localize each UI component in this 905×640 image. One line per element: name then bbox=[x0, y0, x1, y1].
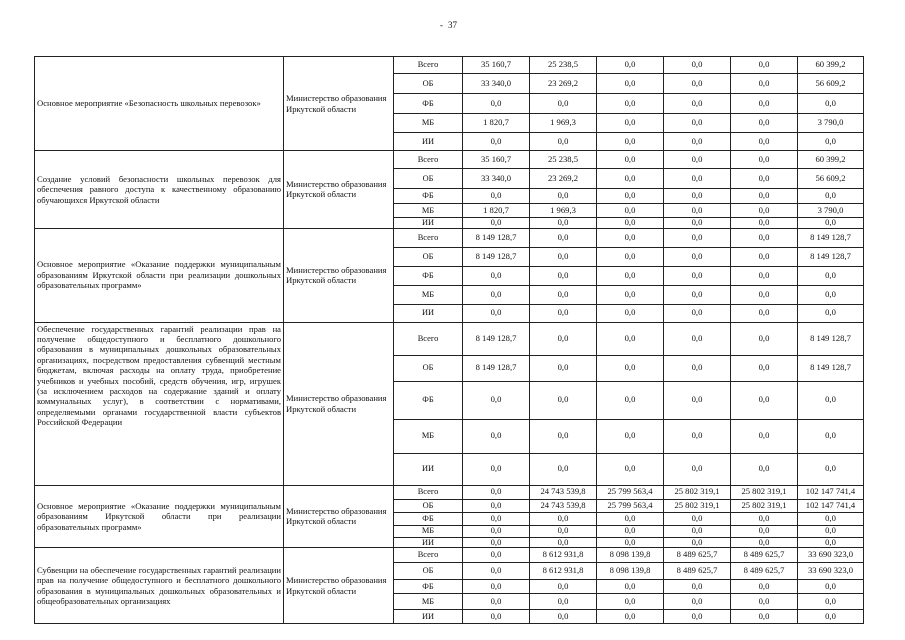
table-row bbox=[35, 322, 864, 355]
amount-cell: 0,0 bbox=[731, 74, 798, 94]
amount-cell: 0,0 bbox=[463, 610, 530, 624]
amount-cell: 0,0 bbox=[731, 537, 798, 548]
responsible-org: Министерство образования Иркутской области bbox=[284, 322, 394, 485]
amount-cell: 0,0 bbox=[530, 189, 597, 204]
funding-source: ФБ bbox=[394, 94, 463, 114]
funding-source: ИИ bbox=[394, 133, 463, 151]
amount-cell: 0,0 bbox=[664, 57, 731, 74]
funding-source: ИИ bbox=[394, 304, 463, 322]
total-cell: 56 609,2 bbox=[798, 169, 864, 189]
amount-cell: 8 098 139,8 bbox=[597, 563, 664, 580]
funding-source: Всего bbox=[394, 485, 463, 499]
amount-cell: 25 802 319,1 bbox=[731, 485, 798, 499]
activity-name: Субвенции на обеспечение государственных гарантий реализации прав на получение общедоступного и бесплатного дошкольного образования в муниципальных дошкольных образовательных и общеобразовательных организациях bbox=[35, 548, 284, 624]
amount-cell: 8 489 625,7 bbox=[731, 563, 798, 580]
funding-source: Всего bbox=[394, 322, 463, 355]
amount-cell: 0,0 bbox=[597, 57, 664, 74]
amount-cell: 0,0 bbox=[597, 594, 664, 610]
amount-cell: 0,0 bbox=[530, 218, 597, 229]
funding-source: ИИ bbox=[394, 610, 463, 624]
amount-cell: 0,0 bbox=[731, 322, 798, 355]
funding-source: ОБ bbox=[394, 355, 463, 381]
activity-name: Основное мероприятие «Безопасность школьных перевозок» bbox=[35, 57, 284, 151]
table-row bbox=[35, 485, 864, 499]
amount-cell: 0,0 bbox=[597, 381, 664, 419]
amount-cell: 8 612 931,8 bbox=[530, 563, 597, 580]
amount-cell: 0,0 bbox=[530, 355, 597, 381]
amount-cell: 0,0 bbox=[731, 285, 798, 304]
total-cell: 0,0 bbox=[798, 94, 864, 114]
amount-cell: 0,0 bbox=[731, 419, 798, 453]
amount-cell: 0,0 bbox=[731, 57, 798, 74]
amount-cell: 0,0 bbox=[530, 525, 597, 537]
amount-cell: 25 799 563,4 bbox=[597, 499, 664, 512]
amount-cell: 0,0 bbox=[731, 228, 798, 247]
amount-cell: 0,0 bbox=[664, 247, 731, 266]
table-row bbox=[35, 228, 864, 247]
funding-source: ФБ bbox=[394, 580, 463, 594]
amount-cell: 0,0 bbox=[664, 453, 731, 485]
amount-cell: 0,0 bbox=[597, 304, 664, 322]
funding-source: ОБ bbox=[394, 247, 463, 266]
amount-cell: 1 820,7 bbox=[463, 204, 530, 218]
budget-table-body bbox=[35, 57, 864, 624]
funding-source: МБ bbox=[394, 285, 463, 304]
amount-cell: 8 489 625,7 bbox=[731, 548, 798, 563]
amount-cell: 0,0 bbox=[731, 610, 798, 624]
amount-cell: 25 802 319,1 bbox=[731, 499, 798, 512]
total-cell: 0,0 bbox=[798, 610, 864, 624]
budget-table bbox=[34, 56, 864, 624]
amount-cell: 0,0 bbox=[530, 285, 597, 304]
amount-cell: 0,0 bbox=[530, 304, 597, 322]
activity-name: Основное мероприятие «Оказание поддержки муниципальным образованиям Иркутской области при реализации образовательных программ» bbox=[35, 485, 284, 548]
amount-cell: 1 969,3 bbox=[530, 204, 597, 218]
amount-cell: 0,0 bbox=[664, 133, 731, 151]
amount-cell: 24 743 539,8 bbox=[530, 499, 597, 512]
table-row bbox=[35, 548, 864, 563]
amount-cell: 0,0 bbox=[597, 74, 664, 94]
total-cell: 102 147 741,4 bbox=[798, 485, 864, 499]
amount-cell: 0,0 bbox=[463, 453, 530, 485]
amount-cell: 0,0 bbox=[597, 151, 664, 169]
amount-cell: 0,0 bbox=[597, 512, 664, 525]
total-cell: 0,0 bbox=[798, 580, 864, 594]
amount-cell: 0,0 bbox=[597, 580, 664, 594]
amount-cell: 35 160,7 bbox=[463, 57, 530, 74]
funding-source: ФБ bbox=[394, 512, 463, 525]
amount-cell: 0,0 bbox=[597, 204, 664, 218]
amount-cell: 0,0 bbox=[463, 512, 530, 525]
amount-cell: 0,0 bbox=[731, 525, 798, 537]
funding-source: ФБ bbox=[394, 381, 463, 419]
amount-cell: 8 489 625,7 bbox=[664, 563, 731, 580]
amount-cell: 0,0 bbox=[530, 322, 597, 355]
page-number bbox=[440, 20, 457, 30]
amount-cell: 0,0 bbox=[731, 247, 798, 266]
amount-cell: 0,0 bbox=[597, 525, 664, 537]
funding-source: ОБ bbox=[394, 74, 463, 94]
amount-cell: 0,0 bbox=[463, 381, 530, 419]
amount-cell: 8 149 128,7 bbox=[463, 355, 530, 381]
total-cell: 60 399,2 bbox=[798, 57, 864, 74]
funding-source: Всего bbox=[394, 57, 463, 74]
amount-cell: 0,0 bbox=[463, 548, 530, 563]
funding-source: ИИ bbox=[394, 218, 463, 229]
amount-cell: 0,0 bbox=[597, 114, 664, 133]
total-cell: 60 399,2 bbox=[798, 151, 864, 169]
amount-cell: 1 969,3 bbox=[530, 114, 597, 133]
amount-cell: 0,0 bbox=[664, 304, 731, 322]
activity-name: Основное мероприятие «Оказание поддержки муниципальным образованиям Иркутской области при реализации дошкольных образовательных программ» bbox=[35, 228, 284, 322]
amount-cell: 0,0 bbox=[597, 266, 664, 285]
funding-source: Всего bbox=[394, 228, 463, 247]
amount-cell: 0,0 bbox=[530, 610, 597, 624]
amount-cell: 0,0 bbox=[731, 266, 798, 285]
amount-cell: 0,0 bbox=[597, 419, 664, 453]
funding-source: МБ bbox=[394, 114, 463, 133]
amount-cell: 0,0 bbox=[597, 94, 664, 114]
amount-cell: 0,0 bbox=[463, 285, 530, 304]
funding-source: ОБ bbox=[394, 563, 463, 580]
amount-cell: 0,0 bbox=[597, 355, 664, 381]
responsible-org: Министерство образования Иркутской области bbox=[284, 548, 394, 624]
activity-name: Обеспечение государственных гарантий реализации прав на получение общедоступного и бесплатного дошкольного образования в муниципальных дошкольных образовательных организациях, посредством предоставления субвенций местным бюджетам, включая расходы на оплату труда, приобретение учебников и учебных пособий, средств обучения, игр, игрушек (за исключением расходов на содержание зданий и оплату коммунальных услуг), в соответствии с нормативами, определяемыми органами государственной власти субъектов Российской Федерации bbox=[35, 322, 284, 485]
page-number-value: 37 bbox=[448, 20, 457, 30]
amount-cell: 0,0 bbox=[664, 266, 731, 285]
amount-cell: 0,0 bbox=[597, 247, 664, 266]
funding-source: Всего bbox=[394, 151, 463, 169]
amount-cell: 0,0 bbox=[463, 594, 530, 610]
amount-cell: 1 820,7 bbox=[463, 114, 530, 133]
responsible-org: Министерство образования Иркутской области bbox=[284, 151, 394, 229]
amount-cell: 25 802 319,1 bbox=[664, 499, 731, 512]
amount-cell: 0,0 bbox=[597, 133, 664, 151]
total-cell: 0,0 bbox=[798, 381, 864, 419]
amount-cell: 0,0 bbox=[664, 218, 731, 229]
amount-cell: 0,0 bbox=[530, 381, 597, 419]
amount-cell: 0,0 bbox=[731, 453, 798, 485]
amount-cell: 0,0 bbox=[530, 247, 597, 266]
amount-cell: 8 612 931,8 bbox=[530, 548, 597, 563]
amount-cell: 0,0 bbox=[463, 525, 530, 537]
amount-cell: 0,0 bbox=[664, 610, 731, 624]
table-row bbox=[35, 151, 864, 169]
total-cell: 3 790,0 bbox=[798, 114, 864, 133]
amount-cell: 0,0 bbox=[664, 151, 731, 169]
amount-cell: 0,0 bbox=[463, 218, 530, 229]
table-row bbox=[35, 57, 864, 74]
amount-cell: 0,0 bbox=[597, 189, 664, 204]
total-cell: 0,0 bbox=[798, 218, 864, 229]
amount-cell: 0,0 bbox=[664, 228, 731, 247]
responsible-org: Министерство образования Иркутской области bbox=[284, 57, 394, 151]
amount-cell: 0,0 bbox=[463, 485, 530, 499]
amount-cell: 0,0 bbox=[664, 94, 731, 114]
amount-cell: 0,0 bbox=[664, 114, 731, 133]
funding-source: МБ bbox=[394, 419, 463, 453]
amount-cell: 0,0 bbox=[463, 419, 530, 453]
amount-cell: 0,0 bbox=[731, 169, 798, 189]
amount-cell: 0,0 bbox=[664, 419, 731, 453]
responsible-org: Министерство образования Иркутской области bbox=[284, 228, 394, 322]
total-cell: 0,0 bbox=[798, 304, 864, 322]
total-cell: 0,0 bbox=[798, 189, 864, 204]
amount-cell: 0,0 bbox=[463, 580, 530, 594]
total-cell: 3 790,0 bbox=[798, 204, 864, 218]
total-cell: 8 149 128,7 bbox=[798, 247, 864, 266]
amount-cell: 0,0 bbox=[463, 537, 530, 548]
amount-cell: 0,0 bbox=[731, 355, 798, 381]
funding-source: ФБ bbox=[394, 189, 463, 204]
funding-source: МБ bbox=[394, 525, 463, 537]
amount-cell: 0,0 bbox=[664, 381, 731, 419]
amount-cell: 0,0 bbox=[463, 266, 530, 285]
amount-cell: 0,0 bbox=[597, 322, 664, 355]
total-cell: 0,0 bbox=[798, 525, 864, 537]
total-cell: 0,0 bbox=[798, 419, 864, 453]
funding-source: МБ bbox=[394, 204, 463, 218]
amount-cell: 0,0 bbox=[530, 512, 597, 525]
amount-cell: 0,0 bbox=[731, 151, 798, 169]
amount-cell: 23 269,2 bbox=[530, 74, 597, 94]
amount-cell: 0,0 bbox=[463, 133, 530, 151]
page-mark: - bbox=[440, 20, 443, 30]
funding-source: ИИ bbox=[394, 537, 463, 548]
funding-source: ФБ bbox=[394, 266, 463, 285]
total-cell: 33 690 323,0 bbox=[798, 548, 864, 563]
amount-cell: 0,0 bbox=[530, 594, 597, 610]
amount-cell: 0,0 bbox=[731, 594, 798, 610]
amount-cell: 0,0 bbox=[664, 537, 731, 548]
amount-cell: 25 799 563,4 bbox=[597, 485, 664, 499]
amount-cell: 0,0 bbox=[731, 381, 798, 419]
amount-cell: 0,0 bbox=[664, 594, 731, 610]
amount-cell: 0,0 bbox=[597, 228, 664, 247]
amount-cell: 0,0 bbox=[731, 114, 798, 133]
amount-cell: 8 149 128,7 bbox=[463, 247, 530, 266]
amount-cell: 0,0 bbox=[664, 525, 731, 537]
amount-cell: 0,0 bbox=[664, 285, 731, 304]
amount-cell: 0,0 bbox=[463, 563, 530, 580]
funding-source: МБ bbox=[394, 594, 463, 610]
amount-cell: 8 489 625,7 bbox=[664, 548, 731, 563]
total-cell: 8 149 128,7 bbox=[798, 228, 864, 247]
amount-cell: 0,0 bbox=[664, 322, 731, 355]
total-cell: 0,0 bbox=[798, 594, 864, 610]
total-cell: 0,0 bbox=[798, 133, 864, 151]
amount-cell: 0,0 bbox=[463, 189, 530, 204]
total-cell: 0,0 bbox=[798, 266, 864, 285]
amount-cell: 0,0 bbox=[664, 189, 731, 204]
amount-cell: 0,0 bbox=[664, 169, 731, 189]
amount-cell: 0,0 bbox=[731, 304, 798, 322]
amount-cell: 0,0 bbox=[463, 499, 530, 512]
total-cell: 102 147 741,4 bbox=[798, 499, 864, 512]
amount-cell: 8 098 139,8 bbox=[597, 548, 664, 563]
amount-cell: 0,0 bbox=[597, 453, 664, 485]
total-cell: 0,0 bbox=[798, 537, 864, 548]
amount-cell: 0,0 bbox=[664, 580, 731, 594]
amount-cell: 0,0 bbox=[664, 74, 731, 94]
amount-cell: 0,0 bbox=[731, 94, 798, 114]
amount-cell: 0,0 bbox=[530, 537, 597, 548]
amount-cell: 0,0 bbox=[597, 218, 664, 229]
amount-cell: 33 340,0 bbox=[463, 74, 530, 94]
amount-cell: 0,0 bbox=[731, 512, 798, 525]
amount-cell: 33 340,0 bbox=[463, 169, 530, 189]
funding-source: Всего bbox=[394, 548, 463, 563]
amount-cell: 0,0 bbox=[664, 204, 731, 218]
amount-cell: 0,0 bbox=[664, 355, 731, 381]
amount-cell: 0,0 bbox=[731, 189, 798, 204]
amount-cell: 25 238,5 bbox=[530, 151, 597, 169]
amount-cell: 0,0 bbox=[530, 133, 597, 151]
amount-cell: 8 149 128,7 bbox=[463, 228, 530, 247]
amount-cell: 0,0 bbox=[530, 266, 597, 285]
total-cell: 0,0 bbox=[798, 453, 864, 485]
amount-cell: 0,0 bbox=[530, 419, 597, 453]
amount-cell: 0,0 bbox=[597, 285, 664, 304]
amount-cell: 0,0 bbox=[530, 453, 597, 485]
total-cell: 33 690 323,0 bbox=[798, 563, 864, 580]
amount-cell: 0,0 bbox=[463, 94, 530, 114]
amount-cell: 0,0 bbox=[731, 580, 798, 594]
funding-source: ОБ bbox=[394, 169, 463, 189]
amount-cell: 23 269,2 bbox=[530, 169, 597, 189]
amount-cell: 0,0 bbox=[664, 512, 731, 525]
activity-name: Создание условий безопасности школьных перевозок для обеспечения равного доступа к качественному образованию обучающихся Иркутской области bbox=[35, 151, 284, 229]
funding-source: ОБ bbox=[394, 499, 463, 512]
amount-cell: 0,0 bbox=[597, 537, 664, 548]
amount-cell: 0,0 bbox=[530, 580, 597, 594]
amount-cell: 0,0 bbox=[530, 228, 597, 247]
amount-cell: 25 802 319,1 bbox=[664, 485, 731, 499]
total-cell: 0,0 bbox=[798, 285, 864, 304]
amount-cell: 0,0 bbox=[731, 218, 798, 229]
amount-cell: 0,0 bbox=[731, 133, 798, 151]
total-cell: 8 149 128,7 bbox=[798, 355, 864, 381]
amount-cell: 0,0 bbox=[597, 610, 664, 624]
responsible-org: Министерство образования Иркутской области bbox=[284, 485, 394, 548]
funding-source: ИИ bbox=[394, 453, 463, 485]
amount-cell: 0,0 bbox=[597, 169, 664, 189]
amount-cell: 25 238,5 bbox=[530, 57, 597, 74]
total-cell: 8 149 128,7 bbox=[798, 322, 864, 355]
amount-cell: 8 149 128,7 bbox=[463, 322, 530, 355]
amount-cell: 35 160,7 bbox=[463, 151, 530, 169]
amount-cell: 0,0 bbox=[463, 304, 530, 322]
amount-cell: 0,0 bbox=[731, 204, 798, 218]
amount-cell: 24 743 539,8 bbox=[530, 485, 597, 499]
total-cell: 0,0 bbox=[798, 512, 864, 525]
total-cell: 56 609,2 bbox=[798, 74, 864, 94]
amount-cell: 0,0 bbox=[530, 94, 597, 114]
